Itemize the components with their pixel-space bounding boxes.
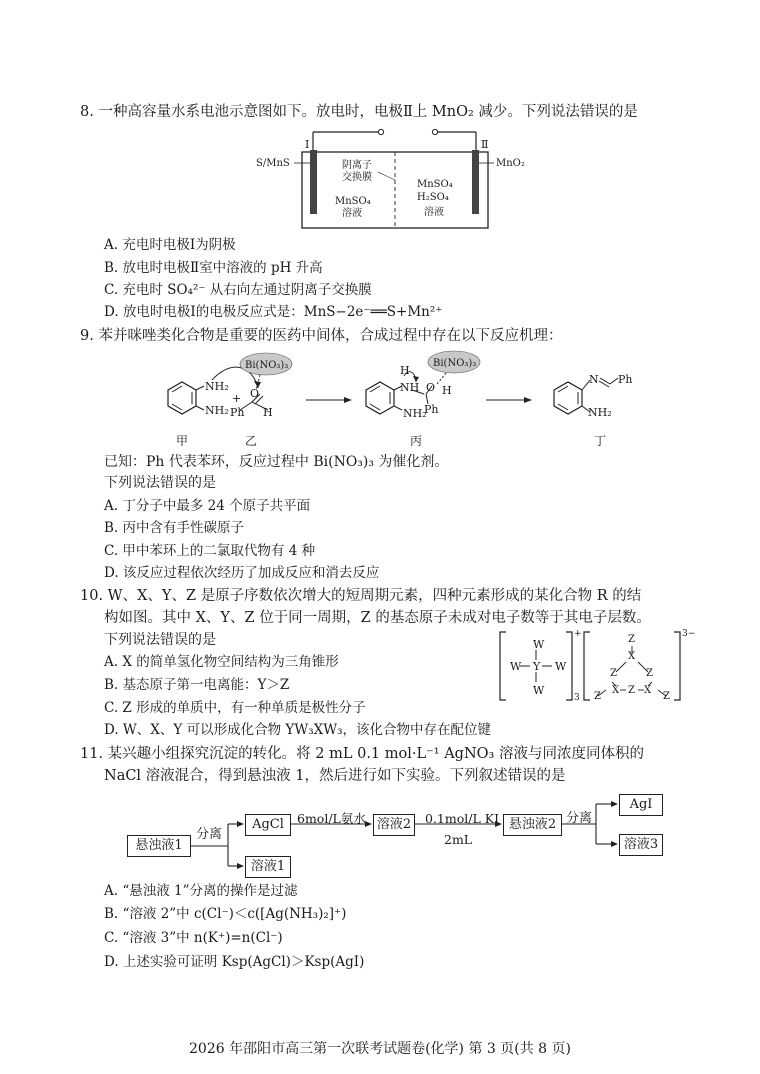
suspension1-box: 悬浊液1 xyxy=(127,835,191,857)
q9-option-d: D. 该反应过程依次经历了加成反应和消去反应 xyxy=(104,565,380,581)
cation-w-right: W xyxy=(555,660,567,673)
cation-w-bottom: W xyxy=(533,684,545,697)
anion-x-top: X xyxy=(628,651,636,662)
label-yi: 乙 xyxy=(245,434,258,448)
yi-hydrogen: H xyxy=(263,406,273,419)
anion-charge: 3− xyxy=(682,629,696,639)
anion-x-right: X xyxy=(644,685,652,696)
bing-oxygen: O xyxy=(426,381,436,394)
left-solution-label-1: MnSO₄ xyxy=(335,196,371,207)
q9-option-a: A. 丁分子中最多 24 个原子共平面 xyxy=(104,498,311,514)
cation-subscript: 3 xyxy=(574,693,580,703)
electrode-2-label: Ⅱ xyxy=(481,138,489,151)
q10-stem-line1: 10. W、X、Y、Z 是原子序数依次增大的短周期元素，四种元素形成的某化合物 R 的结 xyxy=(80,588,642,604)
cation-y-center: Y xyxy=(533,660,541,673)
solution2-box: 溶液2 xyxy=(373,814,415,836)
q9-known: 已知：Ph 代表苯环，反应过程中 Bi(NO₃)₃ 为催化剂。 xyxy=(104,454,449,470)
bing-nh2: NH₂ xyxy=(403,407,427,420)
anion-z-outer-right: Z xyxy=(663,691,670,702)
page-footer: 2026 年邵阳市高三第一次联考试题卷(化学) 第 3 页(共 8 页) xyxy=(189,1041,571,1057)
agi-box: AgI xyxy=(619,794,663,816)
q11-option-c: C. “溶液 3”中 n(K⁺)=n(Cl⁻) xyxy=(104,930,283,946)
q10-option-c: C. Z 形成的单质中，有一种单质是极性分子 xyxy=(104,700,366,716)
label-jia: 甲 xyxy=(176,434,189,448)
q8-option-b: B. 放电时电极Ⅱ室中溶液的 pH 升高 xyxy=(104,260,323,276)
anion-x-left: X xyxy=(612,685,620,696)
q8-option-a: A. 充电时电极Ⅰ为阴极 xyxy=(104,237,236,253)
ding-n: N xyxy=(589,373,599,386)
q10-ask: 下列说法错误的是 xyxy=(104,632,216,648)
jia-nh2-bottom: NH₂ xyxy=(205,404,229,417)
separate1-label: 分离 xyxy=(196,827,223,842)
q8-option-d: D. 放电时电极Ⅰ的电极反应式是：MnS−2e⁻══S+Mn²⁺ xyxy=(104,304,443,320)
q10-option-d: D. W、X、Y 可以形成化合物 YW₃XW₃，该化合物中存在配位键 xyxy=(104,722,492,738)
right-electrode-label: MnO₂ xyxy=(496,158,525,169)
anion-z-left: Z xyxy=(610,668,617,679)
q9-option-b: B. 丙中含有手性碳原子 xyxy=(104,520,245,536)
q9-stem: 9. 苯并咪唑类化合物是重要的医药中间体，合成过程中存在以下反应机理： xyxy=(80,328,563,344)
q8-option-c: C. 充电时 SO₄²⁻ 从右向左通过阴离子交换膜 xyxy=(104,282,372,298)
q9-option-c: C. 甲中苯环上的二氯取代物有 4 种 xyxy=(104,543,316,559)
ki-volume-label: 2mL xyxy=(444,832,473,847)
solution3-box: 溶液3 xyxy=(619,834,663,856)
cation-w-left: W xyxy=(510,660,522,673)
left-solution-label-2: 溶液 xyxy=(342,208,362,219)
bing-ph: Ph xyxy=(424,403,439,416)
anion-z-top: Z xyxy=(628,634,635,645)
label-ding: 丁 xyxy=(594,434,607,448)
catalyst-label-1: Bi(NO₃)₃ xyxy=(245,360,289,371)
ki-label: 0.1mol/L KI xyxy=(425,811,500,826)
q10-stem-line2: 构如图。其中 X、Y、Z 位于同一周期，Z 的基态原子未成对电子数等于其电子层数。 xyxy=(104,610,651,626)
yi-oxygen: O xyxy=(250,387,260,400)
right-solution-label-3: 溶液 xyxy=(424,207,444,218)
label-bing: 丙 xyxy=(410,434,423,448)
q11-stem-line2: NaCl 溶液混合，得到悬浊液 1，然后进行如下实验。下列叙述错误的是 xyxy=(104,768,566,784)
q10-option-a: A. X 的简单氢化物空间结构为三角锥形 xyxy=(104,654,339,670)
anion-z-bottom: Z xyxy=(628,685,635,696)
agcl-box: AgCl xyxy=(245,814,291,836)
membrane-label-2: 交换膜 xyxy=(342,172,372,183)
ding-nh2: NH₂ xyxy=(588,406,612,419)
cation-charge: + xyxy=(574,629,582,639)
membrane-label-1: 阴离子 xyxy=(342,160,372,171)
suspension2-box: 悬浊液2 xyxy=(503,814,562,836)
bing-oh-h: H xyxy=(442,384,452,397)
solution1-box: 溶液1 xyxy=(245,856,291,878)
left-electrode-label: S/MnS xyxy=(256,158,290,169)
bing-nh: NH xyxy=(400,381,420,394)
plus-sign: + xyxy=(232,392,242,405)
separate2-label: 分离 xyxy=(566,811,593,826)
q11-option-b: B. “溶液 2”中 c(Cl⁻)＜c([Ag(NH₃)₂]⁺) xyxy=(104,906,347,922)
cation-w-top: W xyxy=(533,638,545,651)
bing-h-top: H xyxy=(400,364,410,377)
electrode-1-label: Ⅰ xyxy=(305,138,310,151)
jia-nh2-top: NH₂ xyxy=(205,380,229,393)
q9-ask: 下列说法错误的是 xyxy=(104,475,216,491)
q11-stem-line1: 11. 某兴趣小组探究沉淀的转化。将 2 mL 0.1 mol·L⁻¹ AgNO₃ 溶液与同浓度同体积的 xyxy=(80,746,644,762)
ammonia-label: 6mol/L氨水 xyxy=(297,811,366,826)
compound-r-structure xyxy=(498,628,688,706)
anion-z-right: Z xyxy=(646,668,653,679)
q10-option-b: B. 基态原子第一电离能：Y＞Z xyxy=(104,677,290,693)
ding-ph: Ph xyxy=(618,373,633,386)
battery-diagram xyxy=(250,122,540,232)
q8-stem: 8. 一种高容量水系电池示意图如下。放电时，电极Ⅱ上 MnO₂ 减少。下列说法错误的是 xyxy=(80,104,638,120)
q11-option-d: D. 上述实验可证明 Ksp(AgCl)＞Ksp(AgI) xyxy=(104,954,365,970)
q11-option-a: A. “悬浊液 1”分离的操作是过滤 xyxy=(104,883,298,899)
anion-z-outer-left: Z xyxy=(594,691,601,702)
catalyst-label-2: Bi(NO₃)₃ xyxy=(433,358,477,369)
yi-ph: Ph xyxy=(230,406,245,419)
right-solution-label-2: H₂SO₄ xyxy=(417,192,449,203)
right-solution-label-1: MnSO₄ xyxy=(417,179,453,190)
